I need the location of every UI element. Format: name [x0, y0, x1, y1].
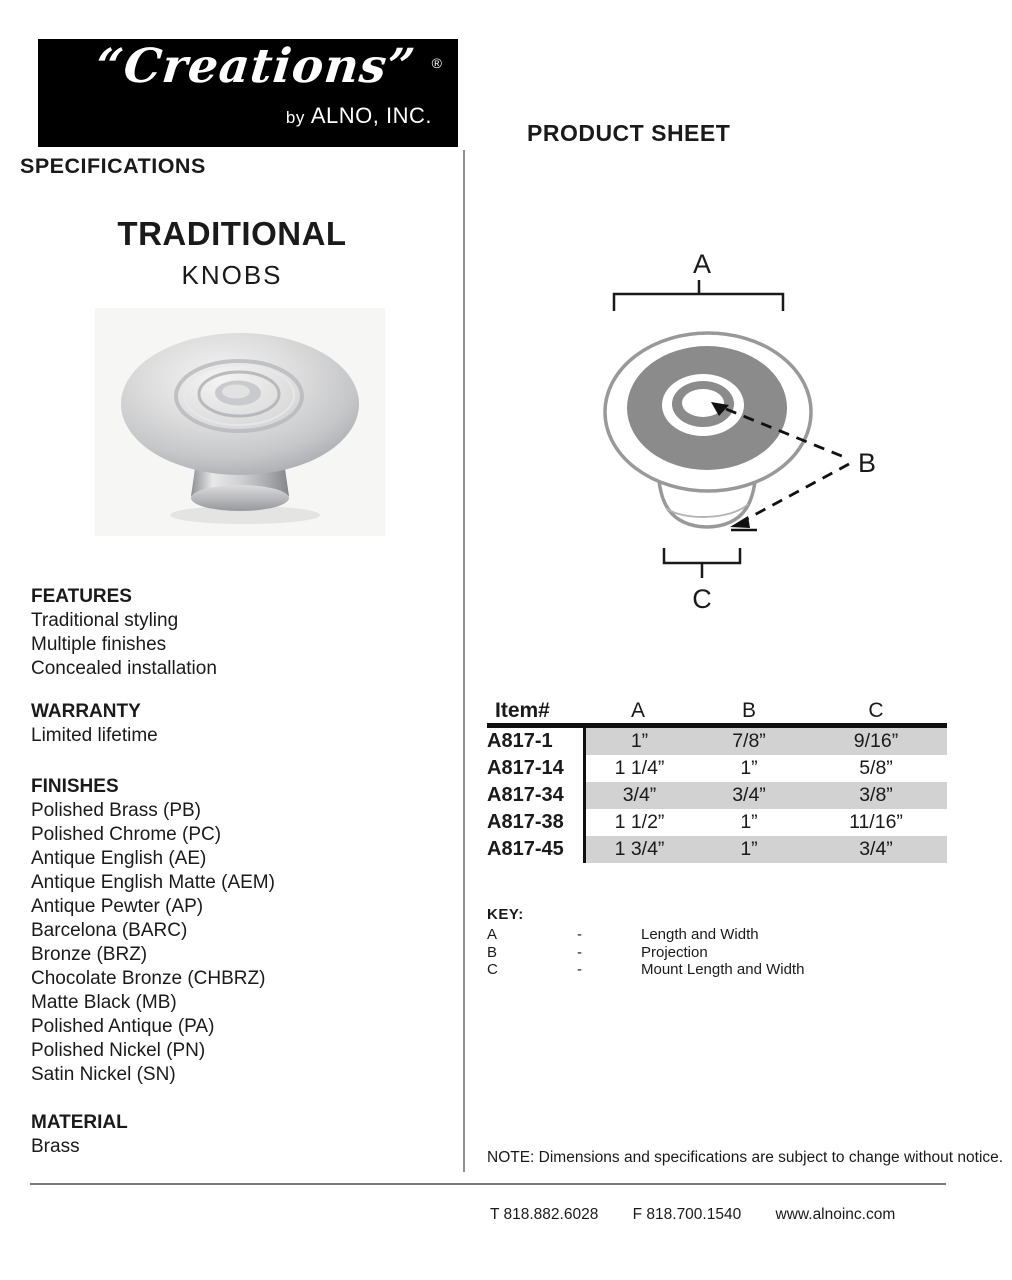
key-row: [487, 926, 804, 944]
key-heading: KEY:: [487, 906, 524, 923]
warranty-item: Limited lifetime: [31, 725, 158, 746]
item-number: A817-38: [487, 811, 564, 833]
dimension-diagram: [555, 246, 995, 621]
item-number: A817-1: [487, 730, 553, 752]
dimension-b-label: B: [858, 448, 877, 478]
key-separator: -: [577, 961, 582, 978]
key-letter: A: [487, 926, 498, 943]
dim-c-value: 5/8”: [859, 757, 893, 779]
item-number: A817-34: [487, 784, 564, 806]
logo-box: [38, 39, 458, 147]
brand-script-text: “Creations”: [93, 39, 419, 94]
dim-b-value: 1”: [740, 757, 758, 779]
material-heading: MATERIAL: [31, 1112, 128, 1133]
key-row: [487, 961, 804, 979]
website-url: www.alnoinc.com: [775, 1206, 896, 1223]
features-heading: FEATURES: [31, 586, 132, 607]
diagram-knob-top-view: [605, 333, 811, 491]
finish-item: Antique English Matte (AEM): [31, 872, 275, 893]
dim-b-value: 3/4”: [732, 784, 766, 806]
fax-number: F 818.700.1540: [632, 1206, 742, 1223]
dim-c-value: 11/16”: [849, 811, 903, 833]
dimension-a-bracket: [614, 280, 783, 311]
phone-number: T 818.882.6028: [490, 1206, 599, 1223]
knob-product-photo: [95, 308, 385, 536]
table-header-row: [487, 697, 947, 723]
column-header-b: B: [741, 699, 756, 722]
warranty-heading: WARRANTY: [31, 701, 141, 722]
table-row: [487, 782, 947, 809]
finish-item: Bronze (BRZ): [31, 944, 148, 965]
footer-divider: [30, 1183, 946, 1185]
table-row: [487, 755, 947, 782]
finish-item: Antique English (AE): [31, 848, 207, 869]
finish-item: Satin Nickel (SN): [31, 1064, 176, 1085]
finish-item: Polished Brass (PB): [31, 800, 202, 821]
disclaimer-note: NOTE: Dimensions and specifications are subject to change without notice.: [487, 1149, 1004, 1166]
column-divider: [463, 150, 465, 1172]
column-header-a: A: [630, 699, 645, 722]
table-row: [487, 809, 947, 836]
column-header-item: Item#: [495, 699, 550, 722]
finishes-section: [31, 775, 275, 1087]
key-letter: B: [487, 943, 498, 961]
finish-item: Polished Antique (PA): [31, 1016, 215, 1037]
key-description: Mount Length and Width: [641, 961, 805, 978]
footer-contact: [490, 1206, 895, 1224]
key-description: Projection: [641, 943, 708, 961]
features-section: [31, 585, 217, 681]
company-name: ALNO, INC.: [310, 103, 432, 128]
dimensions-table: [487, 697, 947, 863]
byline-prefix: by: [285, 108, 305, 127]
finishes-heading: FINISHES: [31, 776, 119, 797]
key-row: [487, 944, 804, 962]
column-header-c: C: [868, 699, 884, 722]
dim-c-value: 9/16”: [853, 730, 899, 752]
warranty-section: [31, 700, 158, 748]
key-description: Length and Width: [641, 926, 759, 943]
registered-trademark-icon: ®: [431, 55, 442, 71]
table-row: [487, 836, 947, 863]
table-row: [487, 728, 947, 755]
dim-c-value: 3/4”: [859, 838, 893, 860]
dim-a-value: 3/4”: [622, 784, 657, 806]
feature-item: Multiple finishes: [31, 634, 167, 655]
finish-item: Antique Pewter (AP): [31, 896, 204, 917]
dim-c-value: 3/8”: [859, 784, 893, 806]
finish-item: Polished Nickel (PN): [31, 1040, 206, 1061]
dim-b-value: 1”: [740, 811, 758, 833]
feature-item: Concealed installation: [31, 658, 217, 679]
dimension-c-label: C: [692, 584, 712, 614]
finish-item: Polished Chrome (PC): [31, 824, 222, 845]
dim-a-value: 1 1/2”: [614, 811, 665, 833]
feature-item: Traditional styling: [31, 610, 179, 631]
material-section: [31, 1111, 128, 1159]
dimension-a-label: A: [692, 249, 712, 279]
dimension-key: [487, 906, 804, 979]
key-letter: C: [487, 961, 498, 978]
dim-a-value: 1 1/4”: [614, 757, 665, 779]
specifications-heading: SPECIFICATIONS: [20, 154, 206, 178]
product-sheet-heading: PRODUCT SHEET: [527, 120, 731, 146]
finish-item: Barcelona (BARC): [31, 920, 188, 941]
key-separator: -: [577, 926, 582, 943]
key-separator: -: [577, 943, 582, 961]
item-number: A817-45: [487, 838, 564, 860]
dim-b-value: 7/8”: [732, 730, 766, 752]
product-family-title: TRADITIONAL: [117, 215, 347, 252]
dim-b-value: 1”: [740, 838, 758, 860]
logo-byline: [286, 103, 432, 129]
material-item: Brass: [31, 1136, 80, 1157]
dim-a-value: 1 3/4”: [614, 838, 665, 860]
product-type-subtitle: KNOBS: [181, 260, 283, 290]
finish-item: Matte Black (MB): [31, 992, 177, 1013]
finish-item: Chocolate Bronze (CHBRZ): [31, 968, 266, 989]
dimension-c-bracket: [664, 548, 740, 578]
item-number: A817-14: [487, 757, 564, 779]
dim-a-value: 1”: [630, 730, 649, 752]
